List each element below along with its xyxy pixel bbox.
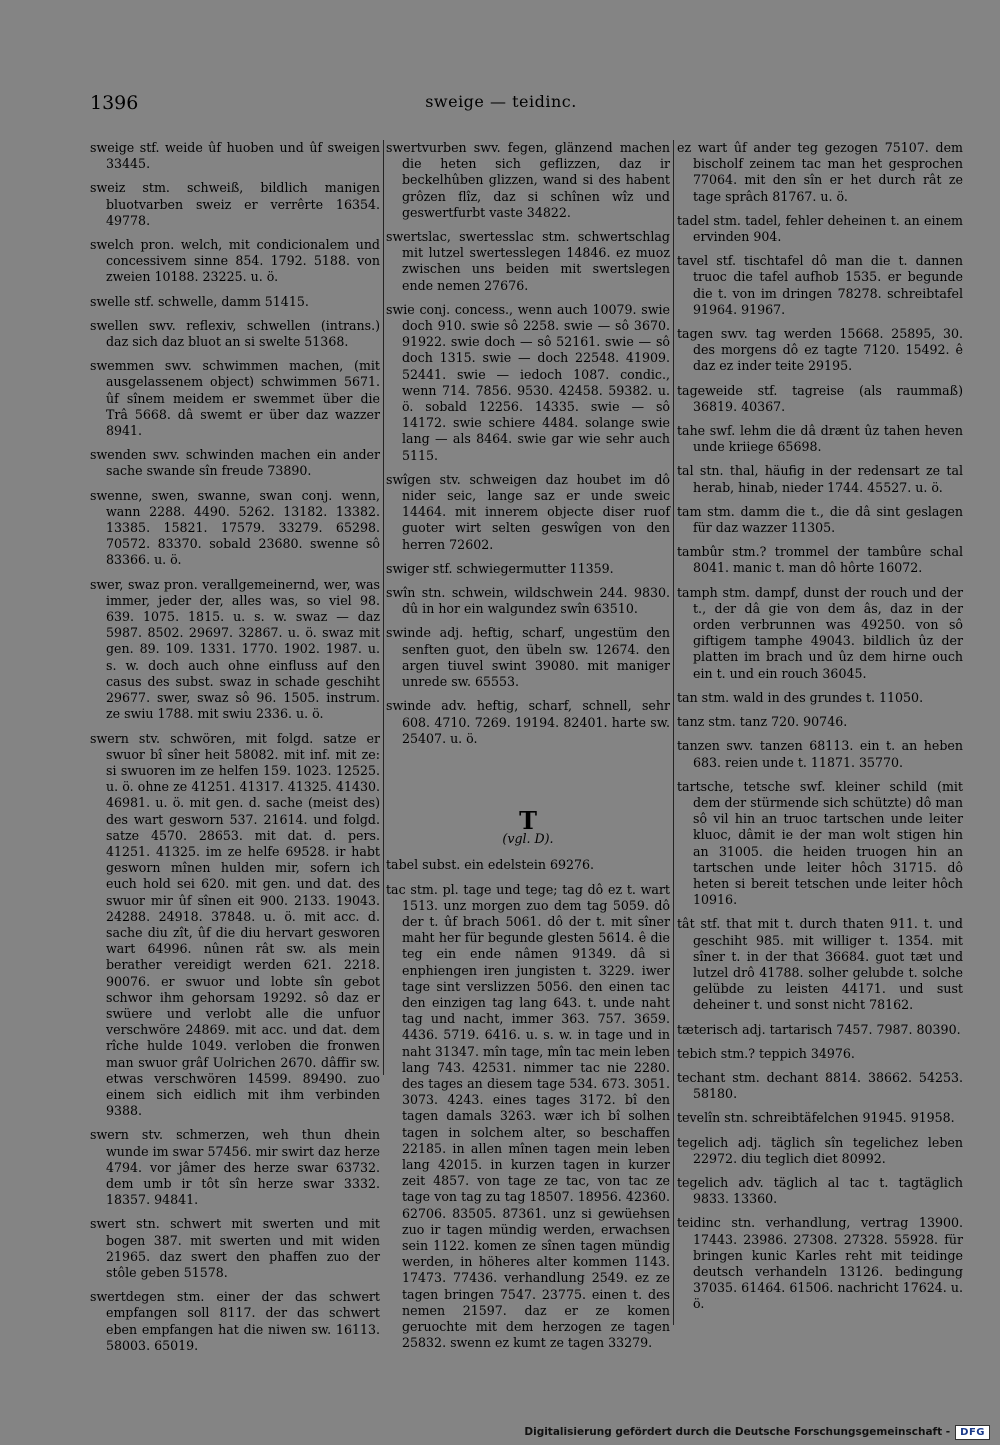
dictionary-entry: ez wart ûf ander teg gezogen 75107. dem bischolf zeinem tac man het gesprochen 77064. mit den sîn er het durch rât ze tage sprâch 81767. u. ö. xyxy=(677,140,963,204)
dictionary-entry: swie conj. concess., wenn auch 10079. swie doch 910. swie sô 2258. swie — sô 3670. 91922. swie doch — sô 52161. swie — sô doch 1315. swie — doch 22548. 41909. 52441. swie — iedoch 1087. condic., wenn 714. 7856. 9530. 42458. 59382. u. ö. sobald 12256. 14335. swie — sô 14172. swie schiere 4484. solange swie lang — als 8464. swie gar wie sehr auch 5115. xyxy=(386,301,670,463)
dictionary-entry: swern stv. schmerzen, weh thun dhein wunde im swar 57456. mir swirt daz herze 4794. vor jâmer des herze swar 63732. dem umb ir tôt sîn herze swar 3332. 18357. 94841. xyxy=(90,1127,380,1208)
page-header xyxy=(90,92,912,116)
column-1 xyxy=(90,140,380,1353)
dictionary-entry: tartsche, tetsche swf. kleiner schild (mit dem der stürmende sich schützte) dô man sô vil hin an truoc tartschen unde leiter kluoc, dâmit ie der man wolt stigen hin an 31005. die heiden truogen hin an tartschen unde leiter hôch 31715. dô heten si bereit tetschen unde leiter hôch 10916. xyxy=(677,778,963,908)
footer-text: Digitalisierung gefördert durch die Deutsche Forschungsgemeinschaft - xyxy=(524,1426,951,1438)
column-rule-2 xyxy=(673,140,674,1325)
dictionary-entry: sweiz stm. schweiß, bildlich manigen bluotvarben sweiz er verrêrte 16354. 49778. xyxy=(90,180,380,228)
dictionary-entry: tageweide stf. tagreise (als raummaß) 36819. 40367. xyxy=(677,382,963,414)
dictionary-entry: swert stn. schwert mit swerten und mit bogen 387. mit swerten und mit widen 21965. daz swert den phaffen zuo der stôle geben 51578. xyxy=(90,1216,380,1280)
dictionary-entry: tanz stm. tanz 720. 90746. xyxy=(677,714,848,730)
dfg-logo: DFG xyxy=(955,1425,990,1440)
dictionary-entry: tegelich adj. täglich sîn tegelichez leben 22972. diu teglich diet 80992. xyxy=(677,1134,963,1166)
column-2 xyxy=(386,140,670,1351)
dictionary-entry: swinde adj. heftig, scharf, ungestüm den senften guot, den übeln sw. 12674. den argen tiuvel swint 39080. mit maniger unrede sw. 65553. xyxy=(386,625,670,690)
dictionary-entry: tæterisch adj. tartarisch 7457. 7987. 80390. xyxy=(677,1021,961,1037)
dictionary-entry: tebich stm.? teppich 34976. xyxy=(677,1045,855,1061)
running-head: sweige — teidinc. xyxy=(425,92,577,111)
dictionary-entry: tavel stf. tischtafel dô man die t. dannen truoc die tafel aufhob 1535. er begunde die t. von im dringen 78278. schreibtafel 91964. 91967. xyxy=(677,253,963,317)
dictionary-entry: swenden swv. schwinden machen ein ander sache swande sîn freude 73890. xyxy=(90,447,380,479)
column-rule-1 xyxy=(383,140,384,1075)
dictionary-entry: swenne, swen, swanne, swan conj. wenn, wann 2288. 4490. 5262. 13182. 13382. 13385. 15821. 17579. 33279. 65298. 70572. 83370. sobald 23680. swenne sô 83366. u. ö. xyxy=(90,487,380,568)
dictionary-entry: tagen swv. tag werden 15668. 25895, 30. des morgens dô ez tagte 7120. 15492. ê daz ez inder teite 29195. xyxy=(677,326,963,374)
dictionary-entry: tât stf. that mit t. durch thaten 911. t. und geschiht 985. mit williger t. 1354. mit sîner t. in der that 36684. guot tæt und lutzel drô 41788. solher gelubde t. solche gelübde zu leisten 44171. und sust deheiner t. und sonst nicht 78162. xyxy=(677,916,963,1013)
dictionary-entry: tadel stm. tadel, fehler deheinen t. an einem ervinden 904. xyxy=(677,212,963,245)
dictionary-entry: swellen swv. reflexiv, schwellen (intrans.) daz sich daz bluot an si swelte 51368. xyxy=(90,317,380,350)
dictionary-entry: swer, swaz pron. verallgemeinernd, wer, was immer, jeder der, alles was, so viel 98. 639. 1075. 1815. u. s. w. swaz — daz 5987. 8502. 29697. 32867. u. ö. swaz mit gen. 89. 109. 1331. 1770. 1902. 1987. u. s. w. doch auch ohne einfluss auf den casus des subst. swaz in schade geschiht 29677. swer, swaz sô 96. 1505. instrum. ze swiu 1788. mit swiu 2336. u. ö. xyxy=(90,576,380,722)
dictionary-entry: swinde adv. heftig, scharf, schnell, sehr 608. 4710. 7269. 19194. 82401. harte sw. 25407. u. ö. xyxy=(386,698,670,746)
dictionary-entry: tegelich adv. täglich al tac t. tagtäglich 9833. 13360. xyxy=(677,1174,963,1207)
dictionary-entry: tac stm. pl. tage und tege; tag dô ez t. wart 1513. unz morgen zuo dem tag 5059. dô der t. ûf brach 5061. dô der t. mit sîner maht her für begunde glesten 5614. ê die teg ein ende nâmen 91349. dâ si enphiengen iren jungisten t. 3229. iwer tage sint verslizzen 5056. den einen tac den einzigen tag lang 643. t. unde naht tag und nacht, immer 363. 757. 3659. 4436. 5719. 6416. u. s. w. in tage und in naht 31347. mîn tage, mîn tac mein leben lang 743. 42531. nimmer tac nie 2280. des tages an diesem tage 534. 673. 3051. 3073. 4243. eines tages 3172. bî den tagen damals 3263. wær ich bî solhen tagen in solchem alter, so beschaffen 22185. in allen mînen tagen mein leben lang 42015. in kurzen tagen in kurzer zeit 4857. von tage ze tac, von tac ze tage von tag zu tag 18507. 18956. 42360. 62706. 83505. 87361. unz si gewüehsen zuo ir tagen mündig werden, erwachsen sein 1122. komen ze sînen tagen mündig werden, in höheres alter kommen 1143. 17473. 77436. verhandlung 2549. ez ze tagen bringen 7547. 23775. einen t. des nemen 21597. daz er ze komen geruochte mit dem herzogen ze tagen 25832. swenn ez kumt ze tagen 33279. xyxy=(386,881,670,1351)
dictionary-entry: tal stn. thal, häufig in der redensart ze tal herab, hinab, nieder 1744. 45527. u. ö. xyxy=(677,463,963,495)
dictionary-entry: sweige stf. weide ûf huoben und ûf sweigen 33445. xyxy=(90,140,380,172)
column-3 xyxy=(677,140,963,1330)
dictionary-entry: tabel subst. ein edelstein 69276. xyxy=(386,857,595,873)
dictionary-entry: swertvurben swv. fegen, glänzend machen die heten sich geflizzen, daz ir beckelhûben glizzen, wand si des habent grôzen flîz, daz si schînen wîz und geswertfurbt vaste 34822. xyxy=(386,140,670,220)
dictionary-entry: swîgen stv. schweigen daz houbet im dô nider seic, lange saz er unde sweic 14464. mit innerem objecte diser ruof guoter wirt selten geswîgen von den herren 72602. xyxy=(386,471,670,552)
dictionary-entry: swertslac, swertesslac stm. schwertschlag mit lutzel swertesslegen 14846. ez muoz zwischen uns beiden mit swertslegen ende nemen 27676. xyxy=(386,229,670,293)
dictionary-entry: tahe swf. lehm die dâ drænt ûz tahen heven unde kriiege 65698. xyxy=(677,423,963,455)
page-number: 1396 xyxy=(90,92,139,114)
dictionary-entry: techant stm. dechant 8814. 38662. 54253. 58180. xyxy=(677,1069,963,1102)
dictionary-entry: swelch pron. welch, mit condicionalem und concessivem sinne 854. 1792. 5188. von zweien 10188. 23225. u. ö. xyxy=(90,237,380,285)
funding-footer xyxy=(524,1423,990,1441)
section-letter-note: (vgl. D). xyxy=(502,831,554,847)
dictionary-entry: tan stm. wald in des grundes t. 11050. xyxy=(677,689,924,705)
section-letter-heading: T xyxy=(519,805,537,835)
dictionary-entry: swelle stf. schwelle, damm 51415. xyxy=(90,293,309,309)
dictionary-entry: tambûr stm.? trommel der tambûre schal 8041. manic t. man dô hôrte 16072. xyxy=(677,544,963,576)
dictionary-entry: swertdegen stm. einer der das schwert empfangen soll 8117. der das schwert eben empfangen hat die niwen sw. 16113. 58003. 65019. xyxy=(90,1289,380,1353)
dictionary-entry: tamph stm. dampf, dunst der rouch und der t., der dâ gie von dem âs, daz in der orden verbrunnen was 49250. von sô giftigem tamphe 49043. bildlich ûz der platten im brach und ûz dem hirne ouch ein t. und ein rouch 36045. xyxy=(677,584,963,681)
dictionary-entry: swiger stf. schwiegermutter 11359. xyxy=(386,560,614,576)
dictionary-entry: tevelîn stn. schreibtäfelchen 91945. 91958. xyxy=(677,1110,955,1126)
dictionary-entry: tam stm. damm die t., die dâ sint geslagen für daz wazzer 11305. xyxy=(677,503,963,536)
dictionary-entry: tanzen swv. tanzen 68113. ein t. an heben 683. reien unde t. 11871. 35770. xyxy=(677,738,963,770)
dictionary-entry: teidinc stn. verhandlung, vertrag 13900. 17443. 23986. 27308. 27328. 55928. für bringen kunic Karles reht mit teidinge deutsch verhandeln 13126. bedingung 37035. 61464. 61506. nachricht 17624. u. ö. xyxy=(677,1215,963,1312)
dictionary-entry: swern stv. schwören, mit folgd. satze er swuor bî sîner heit 58082. mit inf. mit ze: si swuoren im ze helfen 159. 1023. 12525. u. ö. ohne ze 41251. 41317. 41325. 41430. 46981. u. ö. mit gen. d. sache (meist des) des wart gesworn 537. 21614. und folgd. satze 4570. 28653. mit dat. d. pers. 41251. 41325. im ze helfe 69528. ir habt gesworn mînen hulden mir, sofern ich euch hold sei 620. mit gen. und dat. des swuor mir ûf sînen eit 900. 2133. 19043. 24288. 24918. 37848. u. ö. mit acc. d. sache diu zît, ûf die diu hervart gesworen wart 64996. nûnen rât sw. als mein berather vereidigt werden 621. 2218. 90076. er swuor und lobte sîn gebot schwor ihm gehorsam 19292. sô daz er swüere und verlobt alle die unfuor verschwöre 24869. mit acc. und dat. dem rîche hulde 1049. verloben die fronwen man swuor grâf Uolrichen 2670. dâffir sw. etwas verschwören 14599. 89490. zuo einem sich eidlich mit ihm verbinden 9388. xyxy=(90,730,380,1119)
dictionary-entry: swîn stn. schwein, wildschwein 244. 9830. dû in hor ein walgundez swîn 63510. xyxy=(386,585,670,617)
dictionary-entry: swemmen swv. schwimmen machen, (mit ausgelassenem object) schwimmen 5671. ûf sînem meidem er swemmet über die Trâ 5668. dâ swemt er über daz wazzer 8941. xyxy=(90,358,380,439)
